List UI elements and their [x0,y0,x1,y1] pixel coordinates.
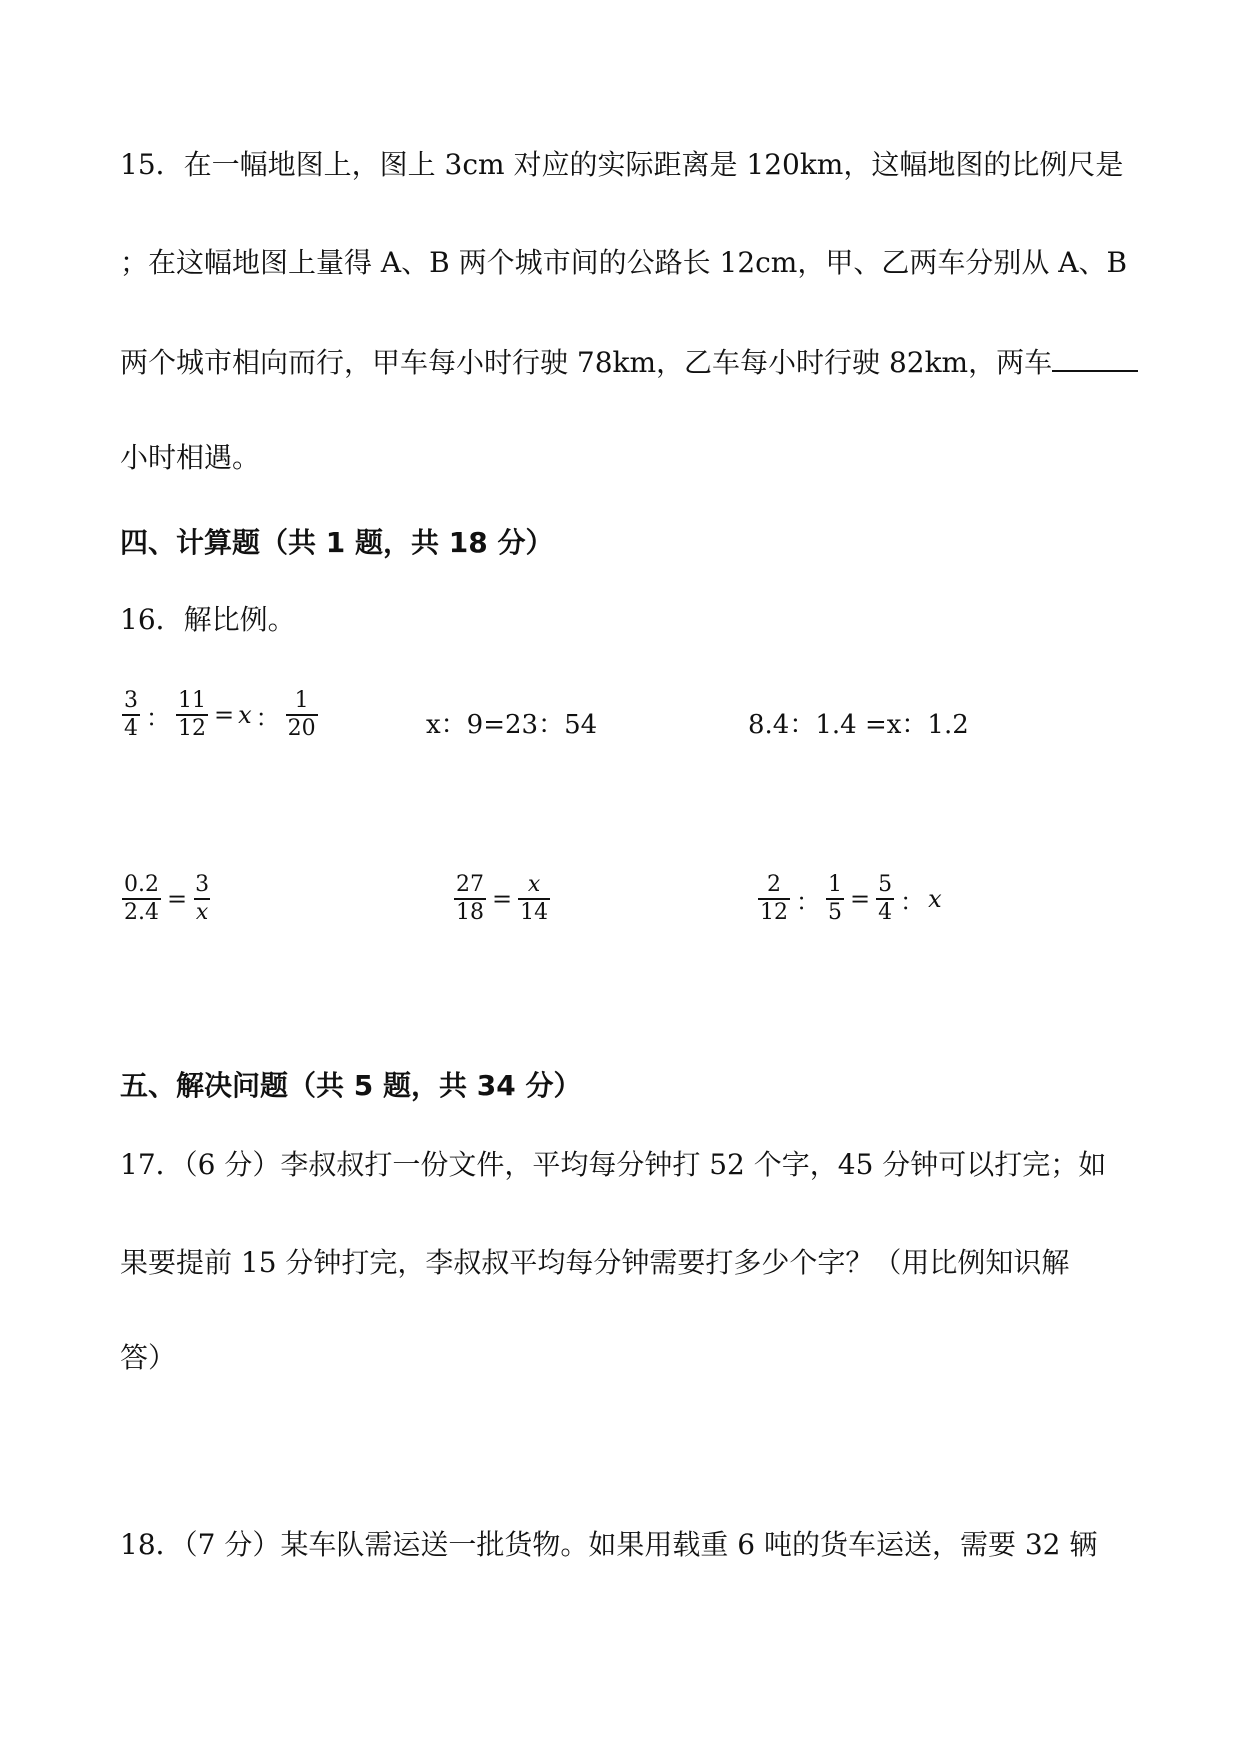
ratio-sign: ： [900,887,925,916]
fraction: $\frac{11}{12}$ [178,688,206,741]
ratio-sign: ： [255,703,280,732]
equation-6 [754,872,944,926]
fraction: $\frac{1}{20}$ [287,688,316,741]
variable: x [238,701,252,729]
equals-sign: = [492,885,513,913]
fraction: $\frac{3}{4}$ [124,688,138,741]
fraction: $\frac{3}{x}$ [195,872,210,925]
ratio-sign: ： [796,887,820,916]
ratio-sign: ： [146,703,170,732]
variable: x [928,885,942,913]
section-4-title: 四、计算题（共 1 题，共 18 分） [120,526,554,559]
equation-1 [118,688,322,742]
q17-line-3: 答） [120,1341,177,1374]
fraction: $\frac{27}{18}$ [456,872,484,925]
q16-stem: 16．解比例。 [120,603,296,636]
q15-line-3 [120,340,1138,383]
equation-3: 8.4：1.4 =x：1.2 [748,710,969,740]
fraction: $\frac{x}{14}$ [520,872,549,925]
answer-blank [1052,340,1138,372]
q17-line-1: 17．（6 分）李叔叔打一份文件，平均每分钟打 52 个字，45 分钟可以打完；如 [120,1148,1107,1181]
section-5-title: 五、解决问题（共 5 题，共 34 分） [120,1069,582,1102]
q17-line-2: 果要提前 15 分钟打完，李叔叔平均每分钟需要打多少个字？（用比例知识解 [120,1246,1070,1279]
equals-sign: = [850,885,871,913]
equation-2: x：9=23：54 [426,710,598,740]
q15-line-1: 15．在一幅地图上，图上 3cm 对应的实际距离是 120km，这幅地图的比例尺是 [120,148,1124,181]
q18-line-1: 18．（7 分）某车队需运送一批货物。如果用载重 6 吨的货车运送，需要 32 辆 [120,1528,1098,1561]
q15-line-2: ；在这幅地图上量得 A、B 两个城市间的公路长 12cm，甲、乙两车分别从 A、B [120,246,1128,279]
q15-line-4: 小时相遇。 [120,441,261,474]
fraction: $\frac{1}{5}$ [828,872,842,925]
equals-sign: = [214,701,235,729]
equation-5 [450,872,554,926]
fraction: $\frac{5}{4}$ [878,872,893,925]
equation-4 [118,872,215,926]
fraction: $\frac{2}{12}$ [760,872,788,925]
q15-line-3-text: 两个城市相向而行，甲车每小时行驶 78km，乙车每小时行驶 82km，两车 [120,346,1053,379]
equals-sign: = [167,885,188,913]
fraction: $\frac{0.2}{2.4}$ [124,872,159,925]
